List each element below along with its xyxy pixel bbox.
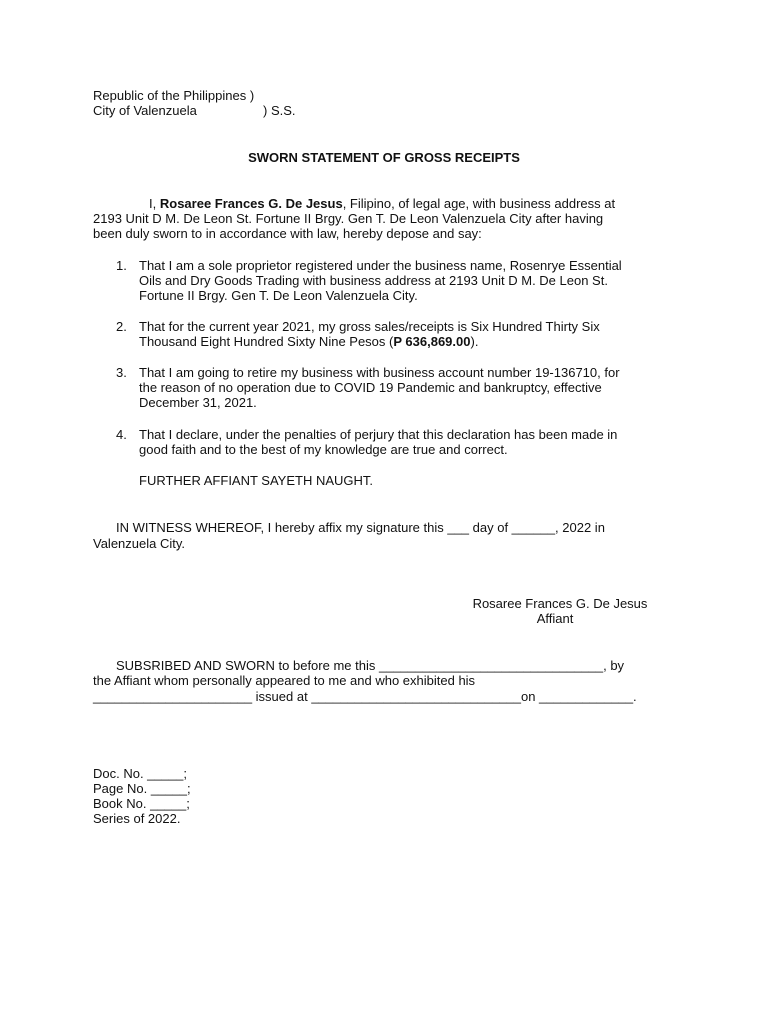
document-title: SWORN STATEMENT OF GROSS RECEIPTS	[248, 150, 520, 165]
item-3-line-2: the reason of no operation due to COVID 19 Pandemic and bankruptcy, effective	[139, 380, 602, 395]
venue-republic: Republic of the Philippines )	[93, 88, 255, 103]
jurat-line-1: SUBSRIBED AND SWORN to before me this _______________________________, by	[116, 658, 625, 673]
item-3-line-3: December 31, 2021.	[139, 395, 257, 410]
further-affiant: FURTHER AFFIANT SAYETH NAUGHT.	[139, 473, 374, 488]
intro-rest: , Filipino, of legal age, with business address at	[342, 196, 616, 211]
item-4-number: 4.	[116, 427, 127, 442]
intro-line-1	[93, 196, 674, 212]
page-number: Page No. _____;	[93, 781, 191, 796]
item-1-line-3: Fortune II Brgy. Gen T. De Leon Valenzuela City.	[139, 288, 418, 303]
affiant-name: Rosaree Frances G. De Jesus	[159, 196, 343, 211]
series-year: Series of 2022.	[93, 811, 181, 826]
gross-receipts-amount: P 636,869.00	[393, 334, 471, 349]
item-2-post: ).	[470, 334, 479, 349]
book-number: Book No. _____;	[93, 796, 190, 811]
jurat-line-2: the Affiant whom personally appeared to me and who exhibited his	[93, 673, 476, 688]
item-1-line-1: That I am a sole proprietor registered under the business name, Rosenrye Essential	[139, 258, 622, 273]
item-3-number: 3.	[116, 365, 127, 380]
item-2-line-2	[139, 334, 674, 350]
item-2-number: 2.	[116, 319, 127, 334]
intro-line-3: been duly sworn to in accordance with law, hereby depose and say:	[93, 226, 482, 241]
signature-name: Rosaree Frances G. De Jesus	[472, 596, 648, 611]
signature-role: Affiant	[536, 611, 574, 626]
doc-number: Doc. No. _____;	[93, 766, 187, 781]
item-4-line-2: good faith and to the best of my knowledge are true and correct.	[139, 442, 508, 457]
jurat-line-3: ______________________ issued at _____________________________on _____________.	[93, 689, 637, 704]
item-2-pre: Thousand Eight Hundred Sixty Nine Pesos (	[139, 334, 394, 349]
item-4-line-1: That I declare, under the penalties of perjury that this declaration has been made in	[139, 427, 618, 442]
venue-city: City of Valenzuela	[93, 103, 197, 118]
intro-lead: I,	[149, 196, 157, 211]
item-1-number: 1.	[116, 258, 127, 273]
intro-line-2: 2193 Unit D M. De Leon St. Fortune II Brgy. Gen T. De Leon Valenzuela City after having	[93, 211, 604, 226]
venue-ss: ) S.S.	[263, 103, 296, 118]
witness-line-2: Valenzuela City.	[93, 536, 186, 551]
item-3-line-1: That I am going to retire my business with business account number 19-136710, for	[139, 365, 620, 380]
witness-line-1: IN WITNESS WHEREOF, I hereby affix my signature this ___ day of ______, 2022 in	[116, 520, 605, 535]
item-1-line-2: Oils and Dry Goods Trading with business address at 2193 Unit D M. De Leon St.	[139, 273, 608, 288]
item-2-line-1: That for the current year 2021, my gross sales/receipts is Six Hundred Thirty Six	[139, 319, 600, 334]
